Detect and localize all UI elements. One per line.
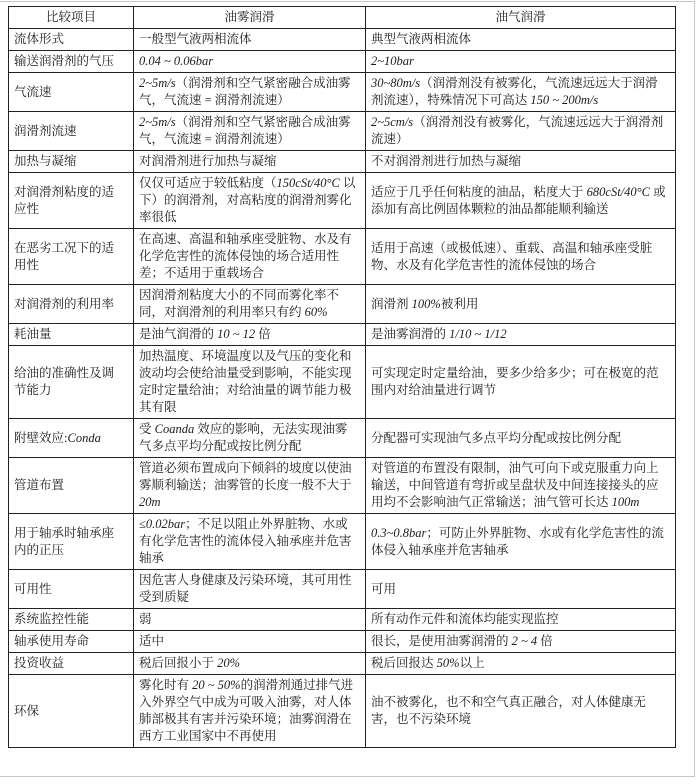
oil-mist-cell: 雾化时有 20 ~ 50%的润滑剂通过排气进入外界空气中成为可吸入油雾，对人体肺部极其有害并污染环境；油雾润滑在西方工业国家中不再使用: [134, 675, 366, 748]
oil-air-cell: 对管道的布置没有限制，油气可向下或克服重力向上输送，中间管道有弯折或呈盘状及中间连接接头的应用均不会影响油气正常输送；油气管可长达 100m: [366, 458, 676, 514]
table-row: [9, 151, 676, 173]
column-header-compare-item: 比较项目: [9, 7, 134, 29]
row-item-label: 对润滑剂粘度的适应性: [9, 173, 134, 229]
row-item-label: 加热与凝缩: [9, 151, 134, 173]
table-row: [9, 675, 676, 748]
row-item-label: 投资收益: [9, 653, 134, 675]
row-item-label: 可用性: [9, 570, 134, 609]
table-row: [9, 51, 676, 73]
oil-mist-cell: 因润滑剂粘度大小的不同而雾化率不同，对润滑剂的利用率只有约 60%: [134, 285, 366, 324]
table-row: [9, 229, 676, 285]
lubrication-comparison-table: [8, 6, 676, 748]
oil-air-cell: 2~5cm/s（润滑剂没有被雾化，气流速远远大于润滑剂流速）: [366, 112, 676, 151]
row-item-label: 输送润滑剂的气压: [9, 51, 134, 73]
oil-mist-cell: 受 Coanda 效应的影响，无法实现油雾气多点平均分配或按比例分配: [134, 419, 366, 458]
oil-mist-cell: 一般型气液两相流体: [134, 29, 366, 51]
oil-mist-cell: 0.04 ~ 0.06bar: [134, 51, 366, 73]
row-item-label: 管道布置: [9, 458, 134, 514]
table-row: [9, 653, 676, 675]
row-item-label: 环保: [9, 675, 134, 748]
table-row: [9, 29, 676, 51]
row-item-label: 给油的准确性及调节能力: [9, 346, 134, 419]
column-header-oil-mist: 油雾润滑: [134, 7, 366, 29]
oil-air-cell: 油不被雾化，也不和空气真正融合，对人体健康无害，也不污染环境: [366, 675, 676, 748]
oil-air-cell: 可实现定时定量给油，要多少给多少；可在极宽的范围内对给油量进行调节: [366, 346, 676, 419]
row-item-label: 轴承使用寿命: [9, 631, 134, 653]
row-item-label: 用于轴承时轴承座内的正压: [9, 514, 134, 570]
oil-mist-cell: 在高速、高温和轴承座受脏物、水及有化学危害性的流体侵蚀的场合适用性差；不适用于重载场合: [134, 229, 366, 285]
oil-air-cell: 不对润滑剂进行加热与凝缩: [366, 151, 676, 173]
oil-mist-cell: 加热温度、环境温度以及气压的变化和波动均会使给油量受到影响，不能实现定时定量给油；对给油量的调节能力极其有限: [134, 346, 366, 419]
oil-air-cell: 分配器可实现油气多点平均分配或按比例分配: [366, 419, 676, 458]
oil-air-cell: 所有动作元件和流体均能实现监控: [366, 609, 676, 631]
oil-mist-cell: 适中: [134, 631, 366, 653]
row-item-label: 流体形式: [9, 29, 134, 51]
oil-air-cell: 润滑剂 100%被利用: [366, 285, 676, 324]
table-row: [9, 609, 676, 631]
table-row: [9, 570, 676, 609]
oil-air-cell: 30~80m/s（润滑剂没有被雾化，气流速远远大于润滑剂流速），特殊情况下可高达 150 ~ 200m/s: [366, 73, 676, 112]
row-item-label: 附壁效应:Conda: [9, 419, 134, 458]
oil-air-cell: 适用于高速（或极低速）、重载、高温和轴承座受脏物、水及有化学危害性的流体侵蚀的场合: [366, 229, 676, 285]
table-row: [9, 285, 676, 324]
row-item-label: 耗油量: [9, 324, 134, 346]
oil-mist-cell: 2~5m/s（润滑剂和空气紧密融合成油雾气，气流速 = 润滑剂流速）: [134, 112, 366, 151]
oil-air-cell: 是油雾润滑的 1/10 ~ 1/12: [366, 324, 676, 346]
table-row: [9, 324, 676, 346]
oil-air-cell: 可用: [366, 570, 676, 609]
table-row: [9, 112, 676, 151]
table-header-row: [9, 7, 676, 29]
table-row: [9, 173, 676, 229]
table-row: [9, 346, 676, 419]
table-body: [9, 29, 676, 748]
oil-air-cell: 税后回报达 50%以上: [366, 653, 676, 675]
oil-air-cell: 适应于几乎任何粘度的油品，粘度大于 680cSt/40°C 或添加有高比例固体颗粒的油品都能顺利输送: [366, 173, 676, 229]
oil-air-cell: 很长，是使用油雾润滑的 2 ~ 4 倍: [366, 631, 676, 653]
row-item-label: 对润滑剂的利用率: [9, 285, 134, 324]
oil-mist-cell: 仅仅可适应于较低粘度（150cSt/40°C 以下）的润滑剂，对高粘度的润滑剂雾化率很低: [134, 173, 366, 229]
column-header-oil-air: 油气润滑: [366, 7, 676, 29]
oil-mist-cell: 对润滑剂进行加热与凝缩: [134, 151, 366, 173]
oil-mist-cell: 管道必须布置成向下倾斜的坡度以使油雾顺利输送；油雾管的长度一般不大于 20m: [134, 458, 366, 514]
table-row: [9, 514, 676, 570]
oil-mist-cell: 税后回报小于 20%: [134, 653, 366, 675]
oil-mist-cell: ≤0.02bar；不足以阻止外界脏物、水或有化学危害性的流体侵入轴承座并危害轴承: [134, 514, 366, 570]
oil-air-cell: 典型气液两相流体: [366, 29, 676, 51]
table-row: [9, 631, 676, 653]
oil-mist-cell: 是油气润滑的 10 ~ 12 倍: [134, 324, 366, 346]
row-item-label: 气流速: [9, 73, 134, 112]
row-item-label: 系统监控性能: [9, 609, 134, 631]
oil-air-cell: 2~10bar: [366, 51, 676, 73]
table-row: [9, 419, 676, 458]
oil-mist-cell: 因危害人身健康及污染环境，其可用性受到质疑: [134, 570, 366, 609]
table-row: [9, 458, 676, 514]
row-item-label: 润滑剂流速: [9, 112, 134, 151]
oil-air-cell: 0.3~0.8bar；可防止外界脏物、水或有化学危害性的流体侵入轴承座并危害轴承: [366, 514, 676, 570]
row-item-label: 在恶劣工况下的适用性: [9, 229, 134, 285]
table-row: [9, 73, 676, 112]
oil-mist-cell: 弱: [134, 609, 366, 631]
oil-mist-cell: 2~5m/s（润滑剂和空气紧密融合成油雾气，气流速 = 润滑剂流速）: [134, 73, 366, 112]
